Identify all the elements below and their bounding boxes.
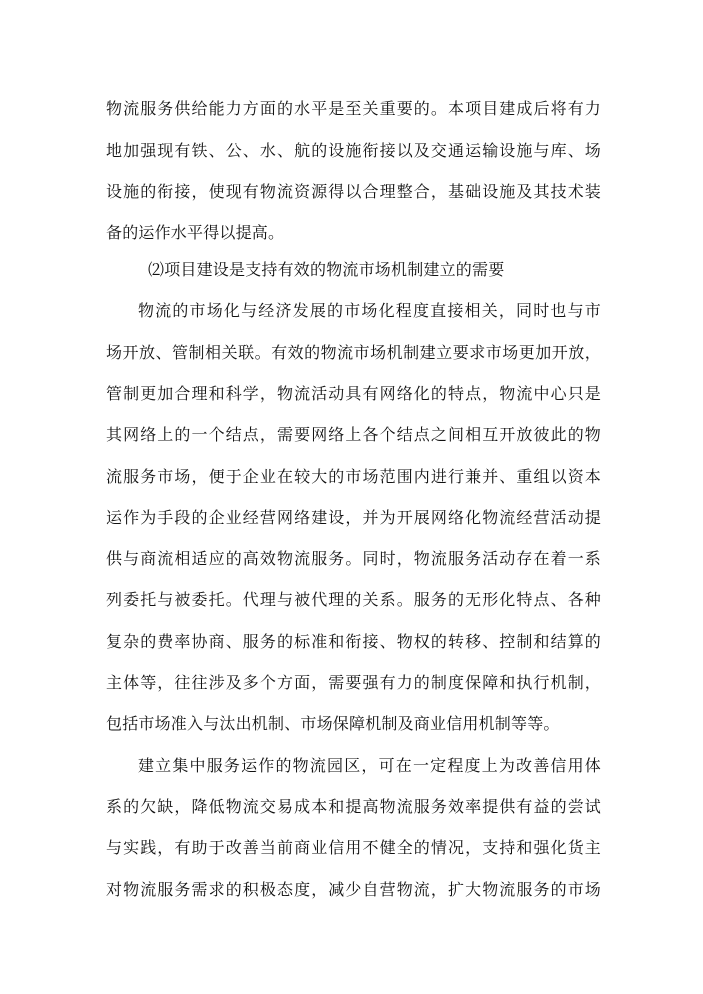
text-line: 列委托与被委托。代理与被代理的关系。服务的无形化特点、各种 (106, 590, 601, 609)
text-line: 系的欠缺，降低物流交易成本和提高物流服务效率提供有益的尝试 (106, 797, 601, 816)
text-line: 建立集中服务运作的物流园区，可在一定程度上为改善信用体 (138, 756, 601, 775)
text-line: 与实践，有助于改善当前商业信用不健全的情况，支持和强化货主 (106, 838, 601, 857)
text-line: 运作为手段的企业经营网络建设，并为开展网络化物流经营活动提 (106, 508, 601, 527)
text-line: 物流的市场化与经济发展的市场化程度直接相关，同时也与市 (138, 301, 601, 320)
text-line: 其网络上的一个结点，需要网络上各个结点之间相互开放彼此的物 (106, 425, 601, 444)
text-line: 场开放、管制相关联。有效的物流市场机制建立要求市场更加开放， (106, 343, 601, 362)
text-line: 管制更加合理和科学，物流活动具有网络化的特点，物流中心只是 (106, 384, 601, 403)
text-line: 物流服务供给能力方面的水平是至关重要的。本项目建成后将有力 (106, 99, 601, 118)
text-line: 供与商流相适应的高效物流服务。同时，物流服务活动存在着一系 (106, 549, 601, 568)
section-heading: ⑵项目建设是支持有效的物流市场机制建立的需要 (148, 260, 505, 279)
text-line: 复杂的费率协商、服务的标准和衔接、物权的转移、控制和结算的 (106, 632, 601, 651)
text-line: 包括市场准入与汰出机制、市场保障机制及商业信用机制等等。 (106, 714, 560, 733)
text-line: 备的运作水平得以提高。 (106, 223, 285, 242)
text-line: 地加强现有铁、公、水、航的设施衔接以及交通运输设施与库、场 (106, 141, 601, 160)
text-line: 设施的衔接，使现有物流资源得以合理整合，基础设施及其技术装 (106, 182, 601, 201)
text-line: 主体等，往往涉及多个方面，需要强有力的制度保障和执行机制， (106, 673, 601, 692)
text-line: 对物流服务需求的积极态度，减少自营物流，扩大物流服务的市场 (106, 880, 601, 899)
text-line: 流服务市场，便于企业在较大的市场范围内进行兼并、重组以资本 (106, 467, 601, 486)
